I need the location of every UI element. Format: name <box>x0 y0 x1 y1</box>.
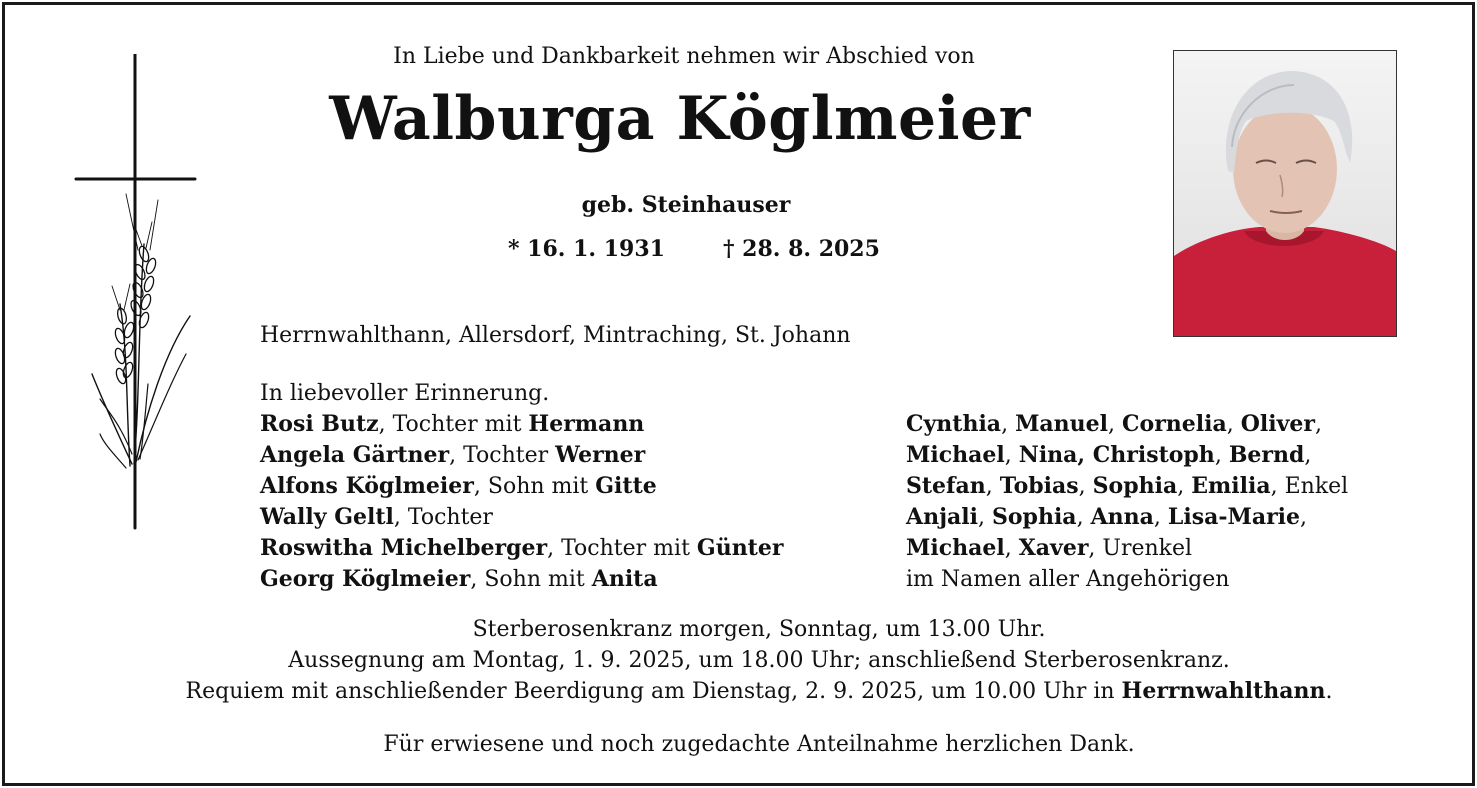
mourner-name: Cornelia <box>1122 411 1227 437</box>
mourner-name: Angela Gärtner <box>260 442 450 468</box>
mourner-relation: , <box>978 505 992 530</box>
mourner-name: Georg Köglmeier <box>260 566 471 592</box>
mourner-name: Roswitha Michelberger <box>260 535 548 561</box>
mourner-relation: , <box>1300 505 1308 530</box>
mourner-relation: , <box>1001 412 1016 437</box>
mourner-name: Werner <box>555 442 646 468</box>
mourner-relation: , <box>1214 443 1229 468</box>
mourner-name: Oliver <box>1240 411 1316 437</box>
mourner-name: Nina, Christoph <box>1018 442 1215 468</box>
mourner-relation: , <box>1078 474 1093 499</box>
mourner-line <box>906 471 1348 502</box>
blessing-line: Aussegnung am Montag, 1. 9. 2025, um 18.00 Uhr; anschließend Sterberosenkranz. <box>288 648 1230 673</box>
mourner-relation: , <box>1153 505 1168 530</box>
mourners-right-column <box>906 409 1348 595</box>
death-date: † 28. 8. 2025 <box>722 236 880 262</box>
mourner-name: Tobias <box>999 473 1079 499</box>
mourner-relation: , <box>1004 443 1019 468</box>
thanks-line: Für erwiesene und noch zugedachte Anteilnahme herzlichen Dank. <box>383 732 1135 757</box>
mourner-name: Sophia <box>992 504 1077 530</box>
portrait-illustration <box>1174 51 1396 336</box>
mourner-name: Manuel <box>1015 411 1109 437</box>
remembrance-line: In liebevoller Erinnerung. <box>260 381 550 406</box>
mourner-name: Anita <box>591 566 658 592</box>
requiem-place: Herrnwahlthann <box>1121 678 1326 704</box>
mourner-relation: , <box>1315 412 1323 437</box>
mourner-line <box>906 564 1348 595</box>
mourner-relation: , Enkel <box>1270 474 1349 499</box>
mourner-name: Stefan <box>906 473 986 499</box>
mourner-relation: , <box>1076 505 1091 530</box>
mourner-name: Rosi Butz <box>260 411 379 437</box>
mourner-name: Bernd <box>1228 442 1305 468</box>
maiden-name: geb. Steinhauser <box>581 192 791 218</box>
mourner-name: Wally Geltl <box>260 504 394 530</box>
mourner-name: Xaver <box>1018 535 1089 561</box>
intro-text: In Liebe und Dankbarkeit nehmen wir Abschied von <box>393 44 975 69</box>
mourner-relation: , Urenkel <box>1088 536 1193 561</box>
mourner-name: Gitte <box>595 473 657 499</box>
places-line: Herrnwahlthann, Allersdorf, Mintraching, St. Johann <box>260 323 851 348</box>
mourner-relation: , Sohn mit <box>470 567 592 592</box>
mourner-name: Michael <box>906 535 1005 561</box>
mourners-right-list <box>906 409 1348 595</box>
mourner-line <box>260 533 783 564</box>
mourner-name: Anna <box>1090 504 1154 530</box>
mourner-relation: , Tochter <box>449 443 556 468</box>
rosary-line: Sterberosenkranz morgen, Sonntag, um 13.00 Uhr. <box>472 617 1046 642</box>
portrait-photo <box>1173 50 1397 337</box>
mourner-relation: , Tochter mit <box>378 412 529 437</box>
mourner-relation: , <box>1108 412 1123 437</box>
mourner-line <box>260 440 783 471</box>
mourners-left-list <box>260 409 783 595</box>
mourner-name: Cynthia <box>906 411 1002 437</box>
requiem-text: Requiem mit anschließender Beerdigung am Dienstag, 2. 9. 2025, um 10.00 Uhr in <box>185 679 1122 704</box>
mourner-relation: , <box>985 474 1000 499</box>
mourners-left-column <box>260 378 783 595</box>
mourner-name: Lisa-Marie <box>1167 504 1301 530</box>
mourner-name: Anjali <box>906 504 978 530</box>
mourner-relation: im Namen aller Angehörigen <box>906 567 1230 592</box>
service-info <box>0 614 1477 707</box>
mourner-line <box>906 440 1348 471</box>
mourner-line <box>260 409 783 440</box>
mourner-relation: , <box>1177 474 1192 499</box>
birth-date: * 16. 1. 1931 <box>508 236 665 262</box>
mourner-name: Michael <box>906 442 1005 468</box>
mourner-line <box>260 502 783 533</box>
mourner-name: Hermann <box>528 411 645 437</box>
mourner-relation: , <box>1004 536 1019 561</box>
mourner-name: Alfons Köglmeier <box>260 473 474 499</box>
mourner-relation: , Tochter mit <box>547 536 697 561</box>
mourner-relation: , Sohn mit <box>473 474 596 499</box>
mourner-name: Emilia <box>1191 473 1271 499</box>
mourner-line <box>906 409 1348 440</box>
mourner-line <box>260 564 783 595</box>
life-dates <box>508 236 880 262</box>
mourner-line <box>906 533 1348 564</box>
mourner-relation: , <box>1226 412 1241 437</box>
mourner-relation: , Tochter <box>393 505 493 530</box>
mourner-line <box>260 471 783 502</box>
requiem-line <box>0 676 1477 707</box>
mourner-name: Günter <box>696 535 784 561</box>
mourner-line <box>906 502 1348 533</box>
mourner-relation: , <box>1304 443 1312 468</box>
mourner-name: Sophia <box>1092 473 1178 499</box>
deceased-name: Walburga Köglmeier <box>329 84 1031 154</box>
requiem-end: . <box>1325 679 1333 704</box>
